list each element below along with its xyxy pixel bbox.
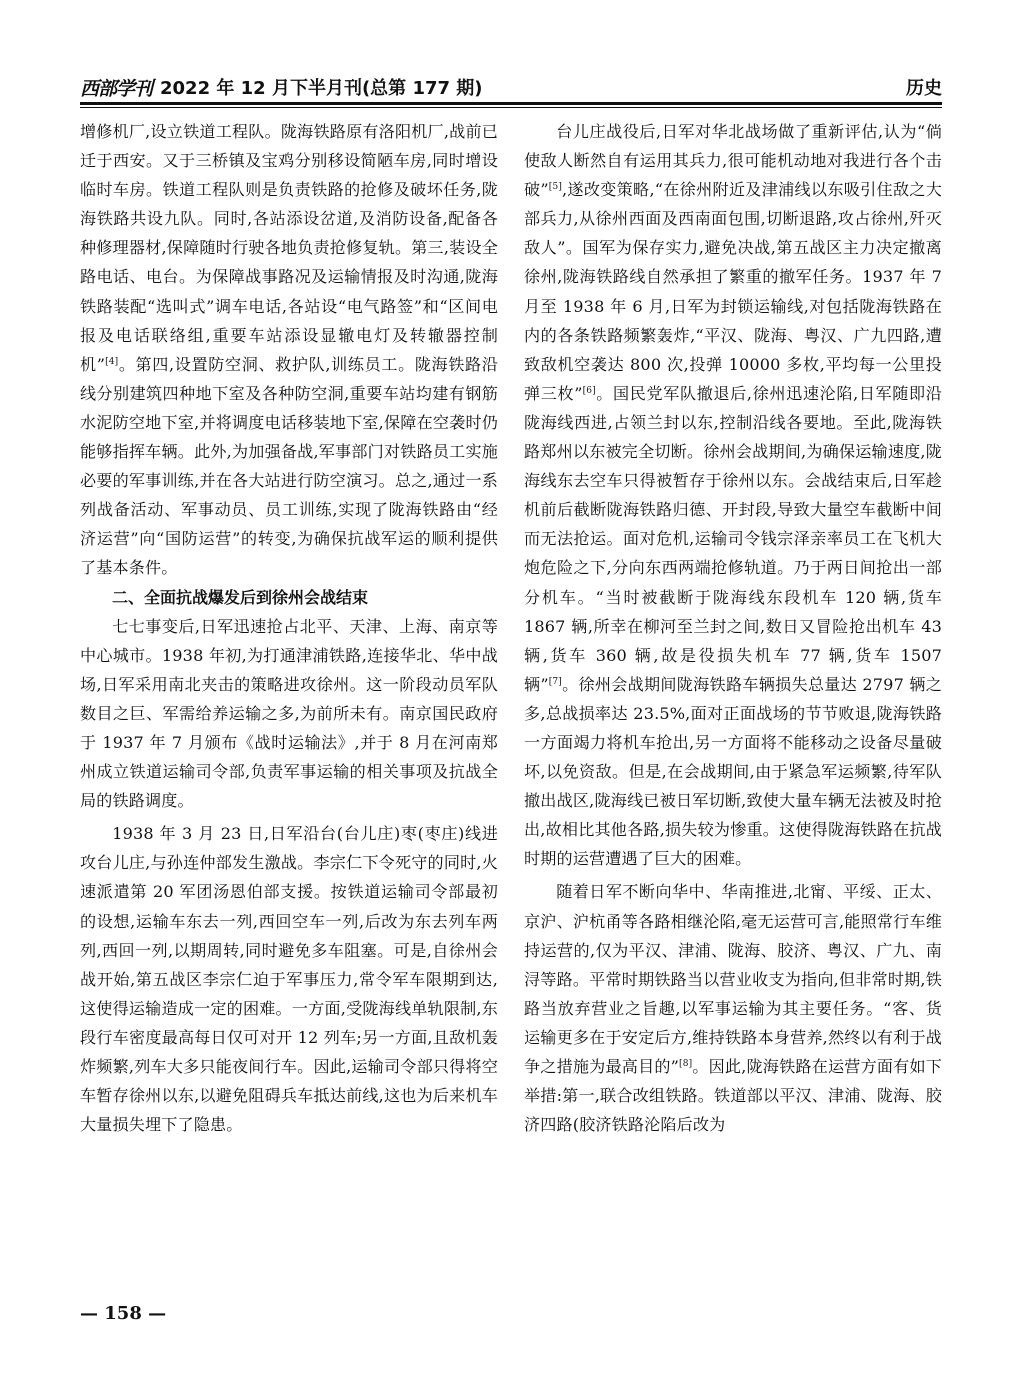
running-header [80,72,942,102]
paragraph: 七七事变后,日军迅速抢占北平、天津、上海、南京等中心城市。1938 年初,为打通津浦铁路,连接华北、华中战场,日军采用南北夹击的策略进攻徐州。这一阶段动员军队数目之巨、军需给养运输之多,为前所未有。南京国民政府于 1937 年 7 月颁布《战时运输法》,并于 8 月在河南郑州成立铁道运输司令部,负责军事运输的相关事项及抗战全局的铁路调度。 [80,616,498,811]
left-column [80,117,498,1139]
citation-ref: [8] [679,1059,693,1069]
paragraph: 1938 年 3 月 23 日,日军沿台(台儿庄)枣(枣庄)线进攻台儿庄,与孙连仲部发生激战。李宗仁下令死守的同时,火速派遣第 20 军团汤恩伯部支援。按铁道运输司令部最初的设想,运输车东去一列,西回空车一列,后改为东去列车两列,西回一列,以期周转,同时避免多车阻塞。可是,自徐州会战开始,第五战区李宗仁迫于军事压力,常令军车限期到达,这使得运输造成一定的困难。一方面,受陇海线单轨限制,东段行车密度最高每日仅可对开 12 列车;另一方面,且敌机轰炸频繁,列车大多只能夜间行车。因此,运输司令部只得将空车暂存徐州以东,以避免阻碍兵车抵达前线,这也为后来机车大量损失埋下了隐患。 [80,824,498,1135]
citation-ref: [4] [105,356,119,367]
page-number: 158 [104,1303,142,1324]
page-footer: — 158 — [80,1303,167,1324]
citation-ref: [5] [548,182,562,193]
paragraph: 随着日军不断向华中、华南推进,北甯、平绥、正太、京沪、沪杭甬等各路相继沦陷,毫无运营可言,能照常行车维持运营的,仅为平汉、津浦、陇海、胶济、粤汉、广九、南浔等路。平常时期铁路当以营业收支为指向,但非常时期,铁路当放弃营业之旨趣,以军事运输为其主要任务。“客、货运输更多在于安定后方,维持铁路本身营养,然终以有利于战争之措施为最高目的”[8]。因此,陇海铁路在运营方面有如下举措:第一,联合改组铁路。铁道部以平汉、津浦、陇海、胶济四路(胶济铁路沦陷后改为 [524,882,943,1135]
section-heading: 二、全面抗战爆发后到徐州会战结束 [112,587,369,607]
header-rule-thick [80,102,942,105]
citation-ref: [7] [548,676,562,687]
citation-ref: [6] [582,385,596,396]
paragraph: 台儿庄战役后,日军对华北战场做了重新评估,认为“倘使敌人断然自有运用其兵力,很可能机动地对我进行各个击破”[5],遂改变策略,“在徐州附近及津浦线以东吸引住敌之大部兵力,从徐州西面及西南面包围,切断退路,攻占徐州,歼灭敌人”。国军为保存实力,避免决战,第五战区主力决定撤离徐州,陇海铁路线自然承担了繁重的撤军任务。1937 年 7 月至 1938 年 6 月,日军为封锁运输线,对包括陇海铁路在内的各条铁路频繁轰炸,“平汉、陇海、粤汉、广九四路,遭致敌机空袭达 800 次,投弹 10000 多枚,平均每一公里投弹三枚”[6]。国民党军队撤退后,徐州迅速沦陷,日军随即沿陇海线西进,占领兰封以东,控制沿线各要地。至此,陇海铁路郑州以东被完全切断。徐州会战期间,为确保运输速度,陇海线东去空车只得被暂存于徐州以东。会战结束后,日军趁机前后截断陇海铁路归德、开封段,导致大量空车截断中间而无法抢运。面对危机,运输司令钱宗泽亲率员工在飞机大炮危险之下,分向东西两端抢修轨道。乃于两日间抢出一部分机车。“当时被截断于陇海线东段机车 120 辆,货车 1867 辆,所幸在柳河至兰封之间,数日又冒险抢出机车 43 辆,货车 360 辆,故是役损失机车 77 辆,货车 1507 辆”[7]。徐州会战期间陇海铁路车辆损失总量达 2797 辆之多,总战损率达 23.5%,面对正面战场的节节败退,陇海铁路一方面竭力将机车抢出,另一方面将不能移动之设备尽量破坏,以免资敌。但是,在会战期间,由于紧急军运频繁,待军队撤出战区,陇海线已被日军切断,致使大量车辆无法被及时抢出,故相比其他各路,损失较为惨重。这使得陇海铁路在抗战时期的运营遭遇了巨大的困难。 [524,122,943,869]
header-rule-thin [80,107,942,108]
right-column [524,117,942,1139]
journal-logo: 西部学刊 [80,78,153,100]
paragraph: 增修机厂,设立铁道工程队。陇海铁路原有洛阳机厂,战前已迁于西安。又于三桥镇及宝鸡分别移设简陋车房,同时增设临时车房。铁道工程队则是负责铁路的抢修及破坏任务,陇海铁路共设九队。同时,各站添设岔道,及消防设备,配备各种修理器材,保障随时行驶各地负责抢修复轨。第三,装设全路电话、电台。为保障战事路况及运输情报及时沟通,陇海铁路装配“选叫式”调车电话,各站设“电气路签”和“区间电报及电话联络组,重要车站添设显辙电灯及转辙器控制机”[4]。第四,设置防空洞、救护队,训练员工。陇海铁路沿线分别建筑四种地下室及各种防空洞,重要车站均建有钢筋水泥防空地下室,并将调度电话移装地下室,保障在空袭时仍能够指挥车辆。此外,为加强备战,军事部门对铁路员工实施必要的军事训练,并在各大站进行防空演习。总之,通过一系列战备活动、军事动员、员工训练,实现了陇海铁路由“经济运营”向“国防运营”的转变,为确保抗战军运的顺利提供了基本条件。 [80,122,498,578]
issue-info: 2022 年 12 月下半月刊(总第 177 期) [160,78,483,99]
section-name: 历史 [906,78,942,99]
